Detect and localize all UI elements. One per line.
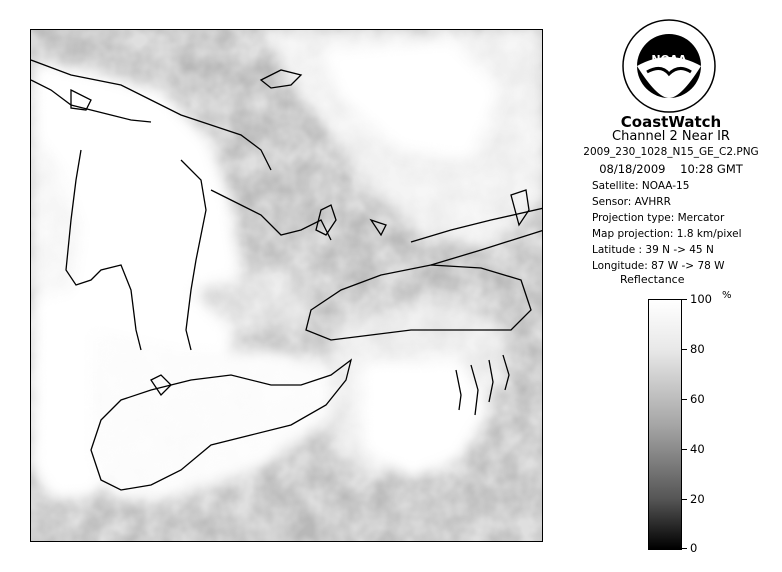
tick-40 bbox=[681, 449, 687, 450]
satellite-map bbox=[30, 29, 543, 542]
tick-20 bbox=[681, 499, 687, 500]
map-projection-label: Map projection: 1.8 km/pixel bbox=[592, 228, 742, 240]
logo-text: NOAA bbox=[651, 53, 687, 66]
tick-80 bbox=[681, 349, 687, 350]
channel-label: Channel 2 Near IR bbox=[612, 129, 730, 144]
tick-100 bbox=[681, 299, 687, 300]
product-title: CoastWatch bbox=[620, 113, 722, 131]
filename-label: 2009_230_1028_N15_GE_C2.PNG bbox=[583, 146, 759, 158]
date-label: 08/18/2009 bbox=[599, 162, 666, 176]
cloud-texture bbox=[31, 30, 543, 542]
projection-type-label: Projection type: Mercator bbox=[592, 212, 725, 224]
reflectance-scale-bar bbox=[648, 299, 682, 550]
satellite-label: Satellite: NOAA-15 bbox=[592, 180, 690, 192]
tick-label-100: 100 bbox=[690, 292, 712, 306]
tick-label-20: 20 bbox=[690, 492, 705, 506]
map-image bbox=[31, 30, 543, 542]
noaa-logo bbox=[621, 18, 717, 114]
tick-0 bbox=[681, 548, 687, 549]
legend-panel bbox=[560, 0, 782, 572]
latitude-label: Latitude : 39 N -> 45 N bbox=[592, 244, 714, 256]
tick-label-80: 80 bbox=[690, 342, 705, 356]
tick-label-0: 0 bbox=[690, 541, 698, 555]
longitude-label: Longitude: 87 W -> 78 W bbox=[592, 260, 725, 272]
scale-title: Reflectance bbox=[620, 273, 685, 286]
tick-label-60: 60 bbox=[690, 392, 705, 406]
sensor-label: Sensor: AVHRR bbox=[592, 196, 671, 208]
datetime-row bbox=[560, 162, 782, 176]
tick-label-40: 40 bbox=[690, 442, 705, 456]
tick-60 bbox=[681, 399, 687, 400]
time-label: 10:28 GMT bbox=[680, 162, 743, 176]
scale-unit: % bbox=[722, 290, 732, 301]
